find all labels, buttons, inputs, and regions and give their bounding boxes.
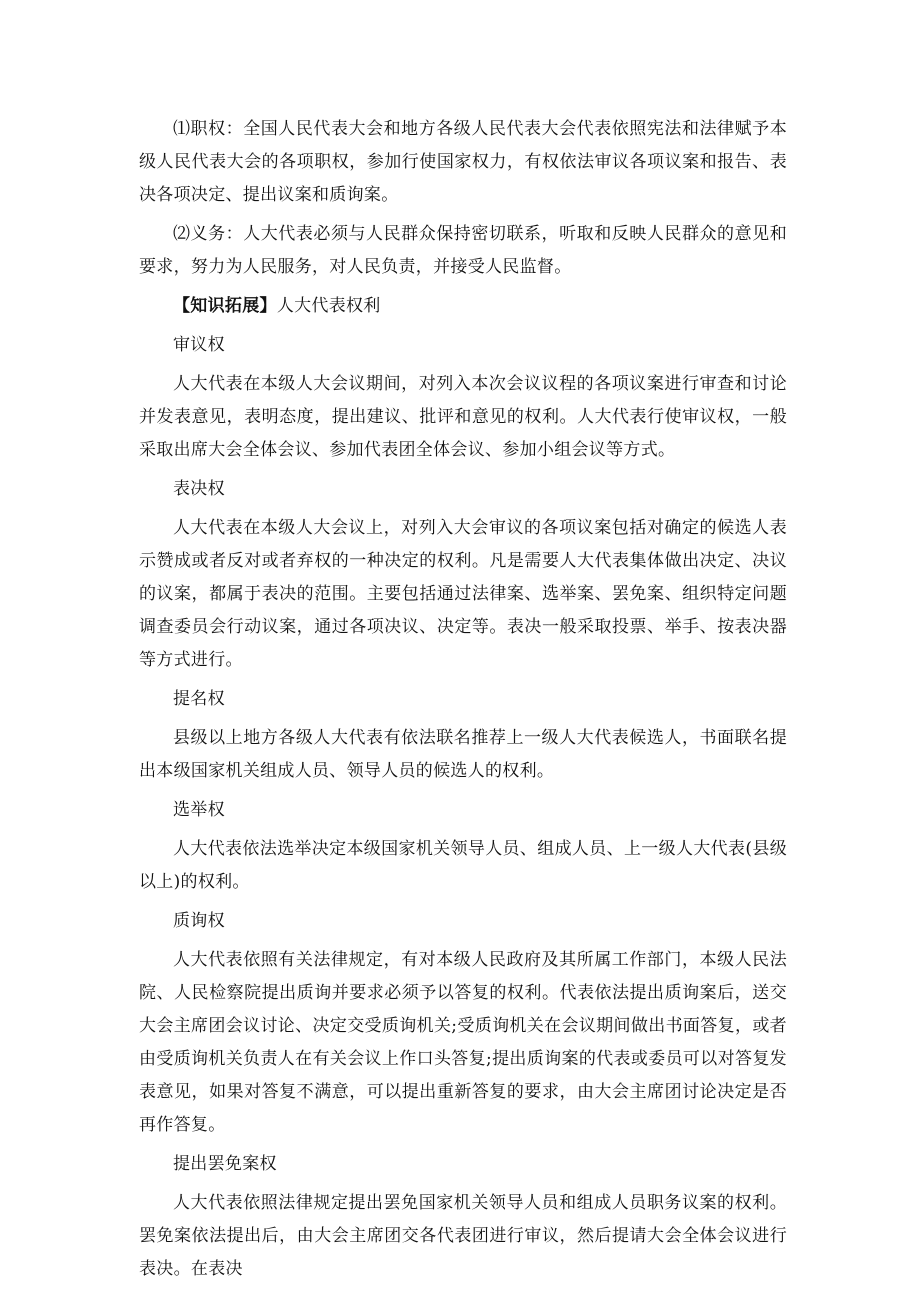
paragraph-inquiry-right: 人大代表依照有关法律规定，有对本级人民政府及其所属工作部门，本级人民法院、人民检察院提出质询并要求必须予以答复的权利。代表依法提出质询案后，送交大会主席团会议讨论、决定交受质询机关;受质询机关在会议期间做出书面答复，或者由受质询机关负责人在有关会议上作口头答复;提出质询案的代表或委员可以对答复发表意见，如果对答复不满意，可以提出重新答复的要求，由大会主席团讨论决定是否再作答复。 (139, 950, 787, 1135)
document-body (139, 113, 787, 1292)
section-heading-review-right: 审议权 (173, 335, 225, 355)
section-heading-election-right: 选举权 (173, 800, 225, 820)
knowledge-expansion-heading (139, 290, 787, 323)
paragraph-election-right: 人大代表依法选举决定本级国家机关领导人员、组成人员、上一级人大代表(县级以上)的权利。 (139, 839, 787, 892)
knowledge-expansion-tag: 【知识拓展】 (173, 296, 277, 316)
section-heading-removal-motion-right: 提出罢免案权 (173, 1154, 277, 1174)
section-heading-inquiry-right: 质询权 (173, 911, 225, 931)
paragraph-nomination-right: 县级以上地方各级人大代表有依法联名推荐上一级人大代表候选人，书面联名提出本级国家机关组成人员、领导人员的候选人的权利。 (139, 728, 787, 781)
knowledge-expansion-title: 人大代表权利 (276, 296, 381, 316)
paragraph-duty-powers: ⑴职权：全国人民代表大会和地方各级人民代表大会代表依照宪法和法律赋予本级人民代表大会的各项职权，参加行使国家权力，有权依法审议各项议案和报告、表决各项决定、提出议案和质询案。 (139, 119, 787, 205)
paragraph-review-right: 人大代表在本级人大会议期间，对列入本次会议议程的各项议案进行审查和讨论并发表意见，表明态度，提出建议、批评和意见的权利。人大代表行使审议权，一般采取出席大会全体会议、参加代表团全体会议、参加小组会议等方式。 (139, 374, 787, 460)
paragraph-voting-right: 人大代表在本级人大会议上，对列入大会审议的各项议案包括对确定的候选人表示赞成或者反对或者弃权的一种决定的权利。凡是需要人大代表集体做出决定、决议的议案，都属于表决的范围。主要包括通过法律案、选举案、罢免案、组织特定问题调查委员会行动议案，通过各项决议、决定等。表决一般采取投票、举手、按表决器等方式进行。 (139, 518, 787, 670)
paragraph-obligations: ⑵义务：人大代表必须与人民群众保持密切联系，听取和反映人民群众的意见和要求，努力为人民服务，对人民负责，并接受人民监督。 (139, 224, 787, 277)
paragraph-removal-motion-right: 人大代表依照法律规定提出罢免国家机关领导人员和组成人员职务议案的权利。罢免案依法提出后，由大会主席团交各代表团进行审议，然后提请大会全体会议进行表决。在表决 (139, 1193, 787, 1279)
section-heading-voting-right: 表决权 (173, 479, 225, 499)
section-heading-nomination-right: 提名权 (173, 689, 225, 709)
